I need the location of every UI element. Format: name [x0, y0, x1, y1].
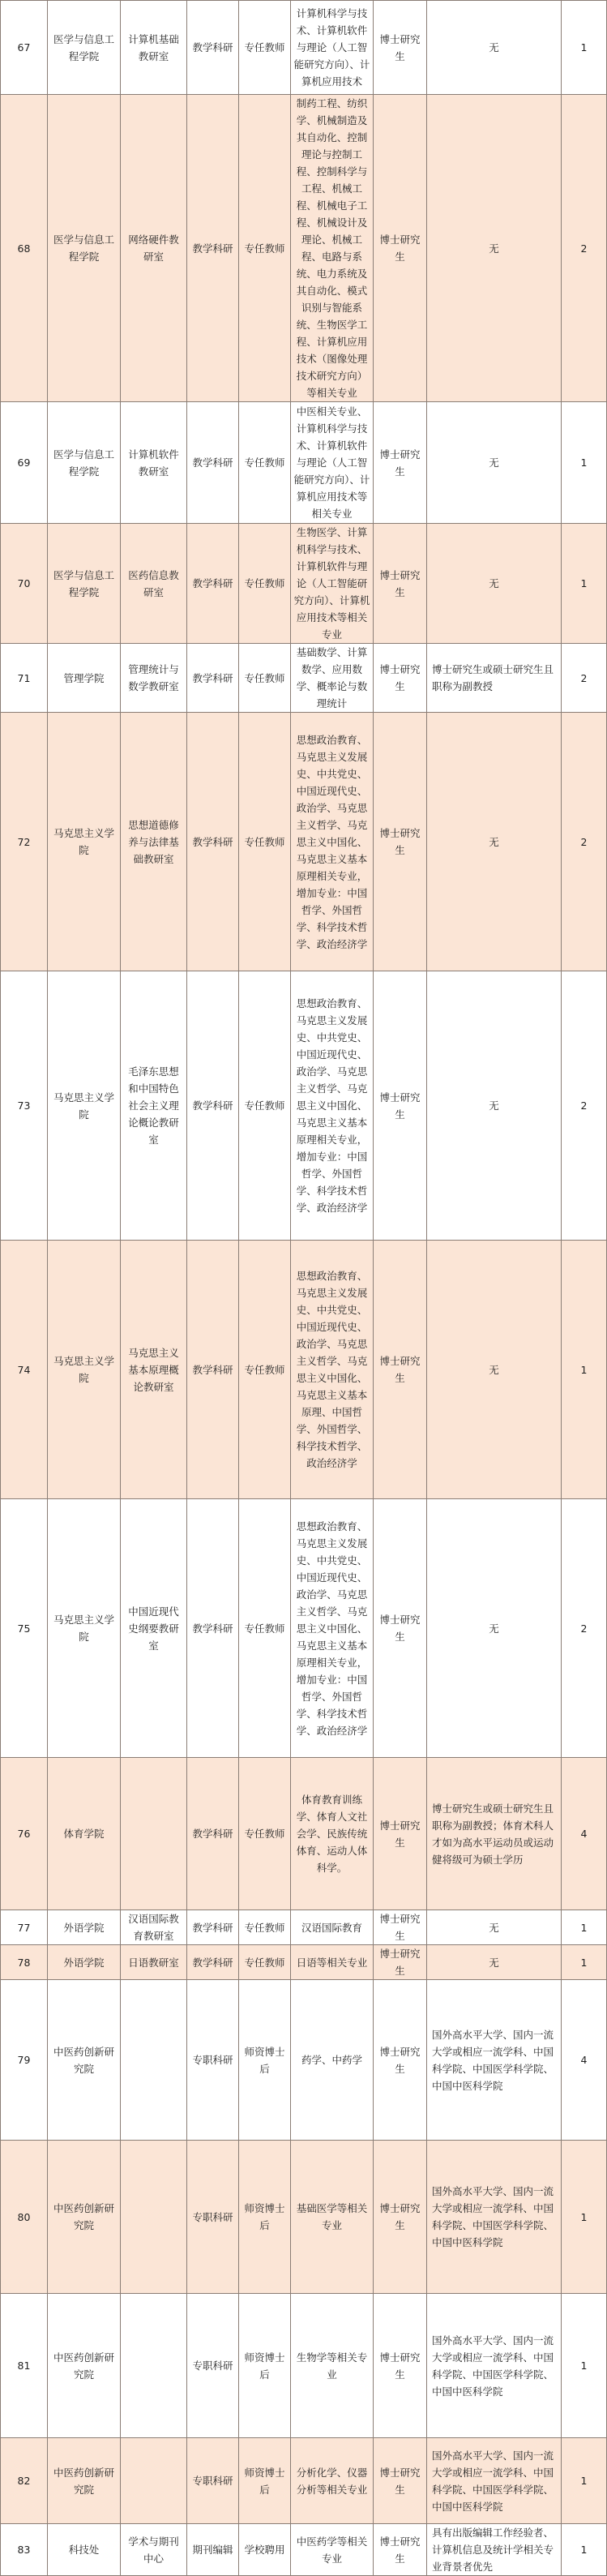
department-cell: 医药信息教研室	[121, 524, 187, 644]
row-number: 69	[1, 402, 48, 524]
post-cell: 师资博士后	[239, 2141, 291, 2294]
post-cell: 学校聘用	[239, 2524, 291, 2576]
requirement-cell: 博士研究生或硕士研究生且职称为副教授；体育术科人才如为高水平运动员或运动健将级可为硕士学历	[427, 1758, 562, 1910]
row-number: 72	[1, 713, 48, 971]
degree-cell: 博士研究生	[374, 1945, 427, 1980]
requirement-cell: 无	[427, 1241, 562, 1499]
post-cell: 专任教师	[239, 971, 291, 1241]
college-cell: 科技处	[48, 2524, 121, 2576]
headcount-cell: 1	[562, 2294, 607, 2438]
degree-cell: 博士研究生	[374, 2141, 427, 2294]
category-cell: 专职科研	[187, 1980, 239, 2141]
category-cell: 教学科研	[187, 402, 239, 524]
category-cell: 教学科研	[187, 971, 239, 1241]
row-number: 80	[1, 2141, 48, 2294]
table-row	[1, 1910, 607, 1945]
college-cell: 管理学院	[48, 644, 121, 713]
department-cell	[121, 1758, 187, 1910]
table-row	[1, 1758, 607, 1910]
headcount-cell: 2	[562, 713, 607, 971]
requirement-cell: 无	[427, 524, 562, 644]
department-cell: 计算机软件教研室	[121, 402, 187, 524]
requirement-cell: 无	[427, 713, 562, 971]
department-cell: 毛泽东思想和中国特色社会主义理论概论教研室	[121, 971, 187, 1241]
headcount-cell: 1	[562, 1945, 607, 1980]
headcount-cell: 1	[562, 1, 607, 95]
requirement-cell: 国外高水平大学、国内一流大学或相应一流学科、中国科学院、中国医学科学院、中国中医科学院	[427, 2438, 562, 2524]
headcount-cell: 2	[562, 644, 607, 713]
college-cell: 中医药创新研究院	[48, 2141, 121, 2294]
headcount-cell: 4	[562, 1758, 607, 1910]
post-cell: 专任教师	[239, 713, 291, 971]
requirement-cell: 无	[427, 1910, 562, 1945]
college-cell: 医学与信息工程学院	[48, 95, 121, 402]
headcount-cell: 1	[562, 2438, 607, 2524]
headcount-cell: 1	[562, 2524, 607, 2576]
table-row	[1, 524, 607, 644]
table-row	[1, 713, 607, 971]
department-cell: 管理统计与数学教研室	[121, 644, 187, 713]
college-cell: 中医药创新研究院	[48, 2294, 121, 2438]
row-number: 79	[1, 1980, 48, 2141]
degree-cell: 博士研究生	[374, 1980, 427, 2141]
headcount-cell: 2	[562, 971, 607, 1241]
degree-cell: 博士研究生	[374, 971, 427, 1241]
headcount-cell: 2	[562, 95, 607, 402]
degree-cell: 博士研究生	[374, 1758, 427, 1910]
row-number: 75	[1, 1499, 48, 1758]
degree-cell: 博士研究生	[374, 402, 427, 524]
post-cell: 师资博士后	[239, 2294, 291, 2438]
table-row	[1, 971, 607, 1241]
post-cell: 专任教师	[239, 644, 291, 713]
table-row	[1, 1241, 607, 1499]
college-cell: 马克思主义学院	[48, 1241, 121, 1499]
headcount-cell: 1	[562, 524, 607, 644]
post-cell: 专任教师	[239, 95, 291, 402]
headcount-cell: 1	[562, 1241, 607, 1499]
degree-cell: 博士研究生	[374, 713, 427, 971]
post-cell: 专任教师	[239, 1758, 291, 1910]
table-row	[1, 2524, 607, 2576]
department-cell: 中国近现代史纲要教研室	[121, 1499, 187, 1758]
post-cell: 专任教师	[239, 402, 291, 524]
major-cell: 中医相关专业、计算机科学与技术、计算机软件与理论（人工智能研究方向）、计算机应用技术等相关专业	[291, 402, 374, 524]
college-cell: 马克思主义学院	[48, 1499, 121, 1758]
major-cell: 日语等相关专业	[291, 1945, 374, 1980]
department-cell: 计算机基础教研室	[121, 1, 187, 95]
row-number: 77	[1, 1910, 48, 1945]
degree-cell: 博士研究生	[374, 95, 427, 402]
table-row	[1, 1499, 607, 1758]
department-cell	[121, 2294, 187, 2438]
headcount-cell: 4	[562, 1980, 607, 2141]
table-row	[1, 2141, 607, 2294]
degree-cell: 博士研究生	[374, 1499, 427, 1758]
category-cell: 教学科研	[187, 1910, 239, 1945]
requirement-cell: 国外高水平大学、国内一流大学或相应一流学科、中国科学院、中国医学科学院、中国中医科学院	[427, 2294, 562, 2438]
table-row	[1, 1, 607, 95]
category-cell: 教学科研	[187, 1, 239, 95]
department-cell	[121, 1980, 187, 2141]
post-cell: 专任教师	[239, 1241, 291, 1499]
table-row	[1, 95, 607, 402]
requirement-cell: 国外高水平大学、国内一流大学或相应一流学科、中国科学院、中国医学科学院、中国中医科学院	[427, 2141, 562, 2294]
post-cell: 专任教师	[239, 1945, 291, 1980]
department-cell	[121, 2141, 187, 2294]
major-cell: 中医药学等相关专业	[291, 2524, 374, 2576]
row-number: 83	[1, 2524, 48, 2576]
table-row	[1, 644, 607, 713]
headcount-cell: 1	[562, 1910, 607, 1945]
department-cell: 汉语国际教育教研室	[121, 1910, 187, 1945]
college-cell: 医学与信息工程学院	[48, 402, 121, 524]
major-cell: 基础医学等相关专业	[291, 2141, 374, 2294]
table-row	[1, 2438, 607, 2524]
college-cell: 中医药创新研究院	[48, 2438, 121, 2524]
college-cell: 医学与信息工程学院	[48, 1, 121, 95]
department-cell: 日语教研室	[121, 1945, 187, 1980]
category-cell: 教学科研	[187, 1945, 239, 1980]
college-cell: 体育学院	[48, 1758, 121, 1910]
college-cell: 马克思主义学院	[48, 713, 121, 971]
major-cell: 分析化学、仪器分析等相关专业	[291, 2438, 374, 2524]
row-number: 71	[1, 644, 48, 713]
department-cell: 思想道德修养与法律基础教研室	[121, 713, 187, 971]
requirement-cell: 无	[427, 402, 562, 524]
degree-cell: 博士研究生	[374, 1910, 427, 1945]
post-cell: 师资博士后	[239, 1980, 291, 2141]
requirement-cell: 无	[427, 95, 562, 402]
category-cell: 教学科研	[187, 1758, 239, 1910]
college-cell: 外语学院	[48, 1910, 121, 1945]
row-number: 76	[1, 1758, 48, 1910]
requirement-cell: 无	[427, 1, 562, 95]
college-cell: 医学与信息工程学院	[48, 524, 121, 644]
major-cell: 思想政治教育、马克思主义发展史、中共党史、中国近现代史、政治学、马克思主义哲学、马克思主义中国化、马克思主义基本原理相关专业，增加专业：中国哲学、外国哲学、科学技术哲学、政治经济学	[291, 971, 374, 1241]
category-cell: 教学科研	[187, 95, 239, 402]
college-cell: 外语学院	[48, 1945, 121, 1980]
major-cell: 生物学等相关专业	[291, 2294, 374, 2438]
major-cell: 思想政治教育、马克思主义发展史、中共党史、中国近现代史、政治学、马克思主义哲学、马克思主义中国化、马克思主义基本原理相关专业，增加专业：中国哲学、外国哲学、科学技术哲学、政治经济学	[291, 713, 374, 971]
row-number: 68	[1, 95, 48, 402]
post-cell: 专任教师	[239, 1499, 291, 1758]
row-number: 78	[1, 1945, 48, 1980]
major-cell: 思想政治教育、马克思主义发展史、中共党史、中国近现代史、政治学、马克思主义哲学、马克思主义中国化、马克思主义基本原理相关专业，增加专业：中国哲学、外国哲学、科学技术哲学、政治经济学	[291, 1499, 374, 1758]
major-cell: 汉语国际教育	[291, 1910, 374, 1945]
degree-cell: 博士研究生	[374, 1241, 427, 1499]
headcount-cell: 1	[562, 402, 607, 524]
table-row	[1, 1980, 607, 2141]
major-cell: 药学、中药学	[291, 1980, 374, 2141]
degree-cell: 博士研究生	[374, 1, 427, 95]
row-number: 81	[1, 2294, 48, 2438]
college-cell: 马克思主义学院	[48, 971, 121, 1241]
table-row	[1, 1945, 607, 1980]
major-cell: 基础数学、计算数学、应用数学、概率论与数理统计	[291, 644, 374, 713]
major-cell: 思想政治教育、马克思主义发展史、中共党史、中国近现代史、政治学、马克思主义哲学、马克思主义中国化、马克思主义基本原理、中国哲学、外国哲学、科学技术哲学、政治经济学	[291, 1241, 374, 1499]
post-cell: 专任教师	[239, 524, 291, 644]
headcount-cell: 1	[562, 2141, 607, 2294]
row-number: 70	[1, 524, 48, 644]
requirement-cell: 无	[427, 971, 562, 1241]
department-cell: 学术与期刊中心	[121, 2524, 187, 2576]
degree-cell: 博士研究生	[374, 524, 427, 644]
category-cell: 教学科研	[187, 644, 239, 713]
requirement-cell: 博士研究生或硕士研究生且职称为副教授	[427, 644, 562, 713]
degree-cell: 博士研究生	[374, 2524, 427, 2576]
post-cell: 专任教师	[239, 1, 291, 95]
requirement-cell: 国外高水平大学、国内一流大学或相应一流学科、中国科学院、中国医学科学院、中国中医科学院	[427, 1980, 562, 2141]
table-row	[1, 402, 607, 524]
headcount-cell: 2	[562, 1499, 607, 1758]
major-cell: 生物医学、计算机科学与技术、计算机软件与理论（人工智能研究方向）、计算机应用技术等相关专业	[291, 524, 374, 644]
category-cell: 教学科研	[187, 524, 239, 644]
degree-cell: 博士研究生	[374, 2294, 427, 2438]
requirement-cell: 无	[427, 1945, 562, 1980]
department-cell: 马克思主义基本原理概论教研室	[121, 1241, 187, 1499]
row-number: 82	[1, 2438, 48, 2524]
major-cell: 制药工程、纺织学、机械制造及其自动化、控制理论与控制工程、控制科学与工程、机械工程、机械电子工程、机械设计及理论、机械工程、电路与系统、电力系统及其自动化、模式识别与智能系统、生物医学工程、计算机应用技术（图像处理技术研究方向）等相关专业	[291, 95, 374, 402]
degree-cell: 博士研究生	[374, 2438, 427, 2524]
department-cell: 网络硬件教研室	[121, 95, 187, 402]
post-cell: 专任教师	[239, 1910, 291, 1945]
row-number: 73	[1, 971, 48, 1241]
table-row	[1, 2294, 607, 2438]
table-body	[1, 1, 607, 2576]
category-cell: 期刊编辑	[187, 2524, 239, 2576]
major-cell: 计算机科学与技术、计算机软件与理论（人工智能研究方向）、计算机应用技术	[291, 1, 374, 95]
degree-cell: 博士研究生	[374, 644, 427, 713]
category-cell: 专职科研	[187, 2438, 239, 2524]
college-cell: 中医药创新研究院	[48, 1980, 121, 2141]
category-cell: 专职科研	[187, 2141, 239, 2294]
requirement-cell: 无	[427, 1499, 562, 1758]
row-number: 67	[1, 1, 48, 95]
row-number: 74	[1, 1241, 48, 1499]
post-cell: 师资博士后	[239, 2438, 291, 2524]
category-cell: 专职科研	[187, 2294, 239, 2438]
major-cell: 体育教育训练学、体育人文社会学、民族传统体育、运动人体科学。	[291, 1758, 374, 1910]
category-cell: 教学科研	[187, 1499, 239, 1758]
department-cell	[121, 2438, 187, 2524]
category-cell: 教学科研	[187, 1241, 239, 1499]
requirement-cell: 具有出版编辑工作经验者、计算机信息及统计学相关专业背景者优先	[427, 2524, 562, 2576]
category-cell: 教学科研	[187, 713, 239, 971]
